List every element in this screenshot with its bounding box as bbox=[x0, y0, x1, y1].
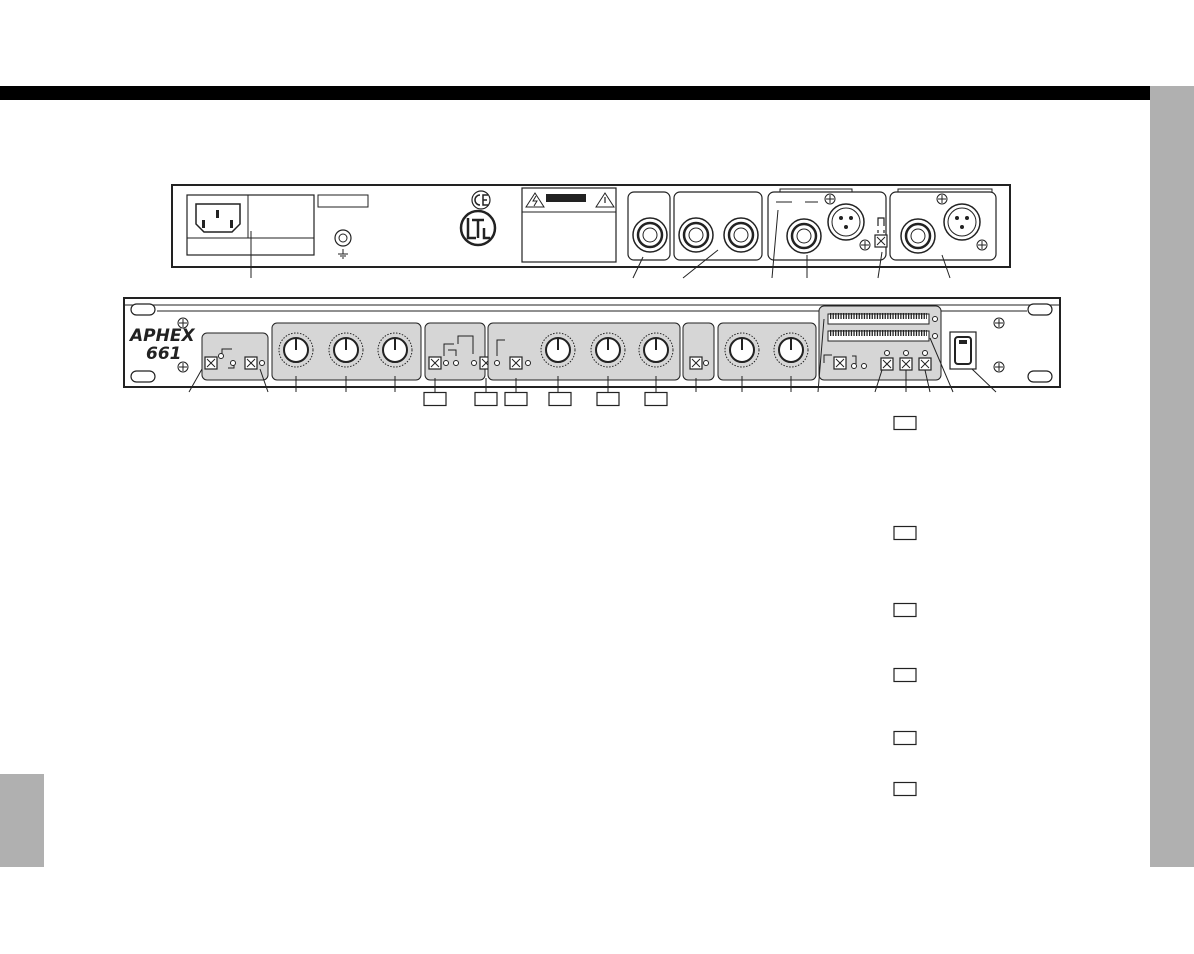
label-box bbox=[894, 527, 916, 540]
front-button-8[interactable] bbox=[881, 358, 893, 370]
power-switch[interactable] bbox=[950, 332, 976, 369]
front-button-7[interactable] bbox=[834, 357, 846, 369]
rear-panel bbox=[172, 185, 1010, 278]
rear-jack-4 bbox=[787, 219, 821, 253]
label-box bbox=[645, 393, 667, 406]
callout-label-boxes bbox=[424, 393, 916, 796]
label-box bbox=[475, 393, 497, 406]
brand-model: 661 bbox=[146, 344, 182, 364]
label-box bbox=[597, 393, 619, 406]
label-box bbox=[894, 417, 916, 430]
rear-jack-3 bbox=[724, 218, 758, 252]
rear-jack-1 bbox=[633, 218, 667, 252]
label-box bbox=[549, 393, 571, 406]
brand-name: APHEX bbox=[130, 326, 195, 346]
front-panel bbox=[124, 298, 1060, 392]
front-button-10[interactable] bbox=[919, 358, 931, 370]
xlr-output-b bbox=[944, 204, 980, 240]
front-button-2[interactable] bbox=[245, 357, 257, 369]
front-button-5[interactable] bbox=[510, 357, 522, 369]
rear-jack-5 bbox=[901, 219, 935, 253]
label-box bbox=[505, 393, 527, 406]
xlr-output-a bbox=[828, 204, 864, 240]
etl-mark bbox=[461, 211, 495, 245]
ce-mark bbox=[472, 191, 490, 209]
label-box bbox=[424, 393, 446, 406]
label-box bbox=[894, 669, 916, 682]
front-button-9[interactable] bbox=[900, 358, 912, 370]
label-box bbox=[894, 783, 916, 796]
label-box bbox=[894, 732, 916, 745]
warning-label bbox=[522, 188, 616, 262]
voltage-label bbox=[318, 195, 368, 207]
front-button-3[interactable] bbox=[429, 357, 441, 369]
front-button-6[interactable] bbox=[690, 357, 702, 369]
rear-jack-2 bbox=[679, 218, 713, 252]
front-button-1[interactable] bbox=[205, 357, 217, 369]
label-box bbox=[894, 604, 916, 617]
rear-level-switch[interactable] bbox=[875, 235, 887, 247]
